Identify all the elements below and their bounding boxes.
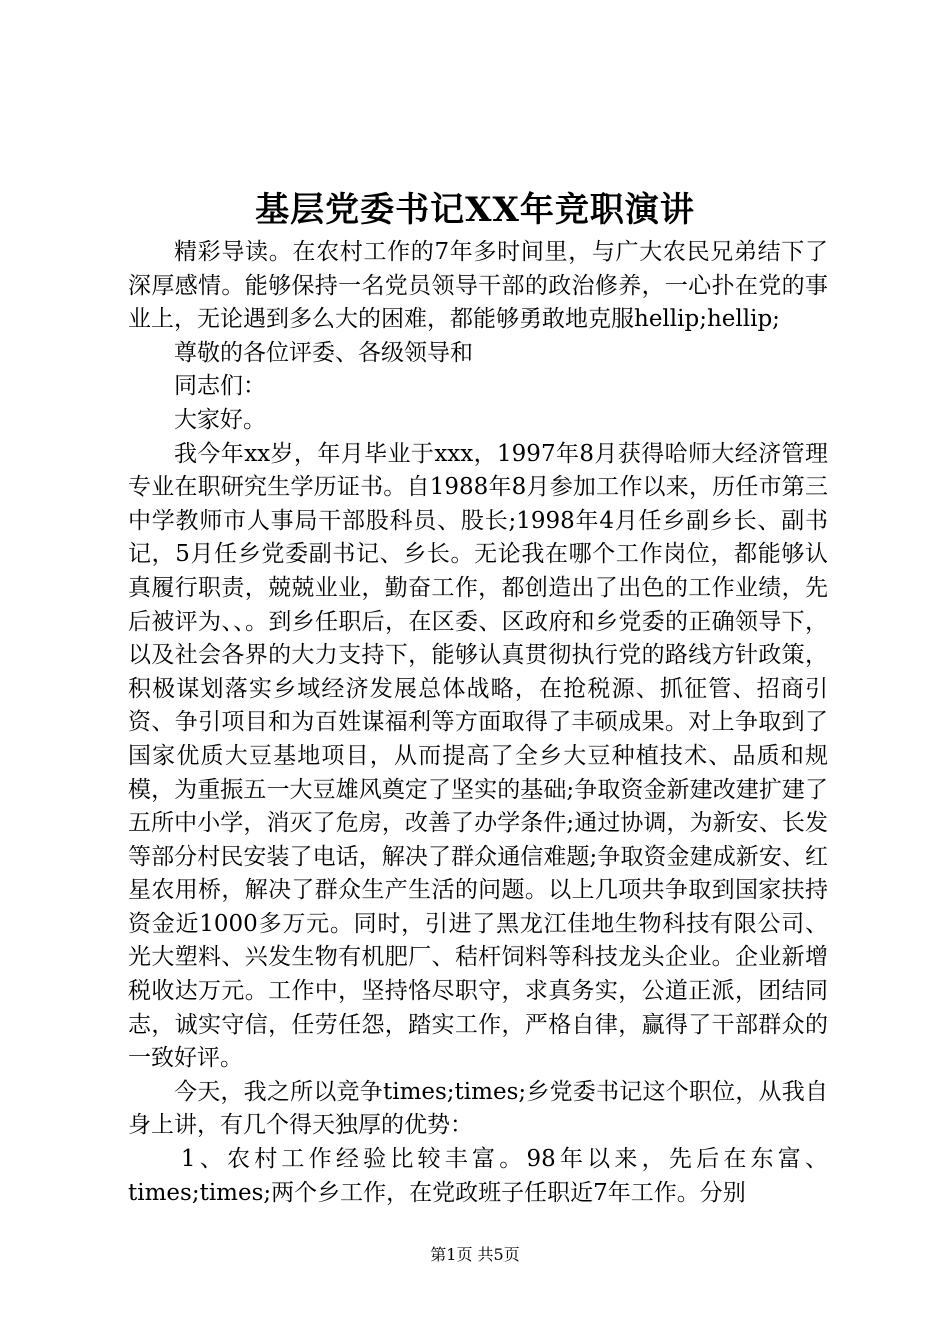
paragraph-salutation: 尊敬的各位评委、各级领导和 <box>174 339 473 366</box>
page-footer: 第1页 共5页 <box>430 1245 520 1264</box>
paragraph-intro: 精彩导读。在农村工作的7年多时间里，与广大农民兄弟结下了深厚感情。能够保持一名党员领导干部的政治修养，一心扑在党的事业上，无论遇到多么大的困难，都能够勇敢地克服hellip;hellip; <box>128 239 828 333</box>
paragraph-advantage-1: 1、农村工作经验比较丰富。98年以来，先后在东富、times;times;两个乡工作，在党政班子任职近7年工作。分别 <box>128 1146 828 1206</box>
paragraph-reason: 今天，我之所以竞争times;times;乡党委书记这个职位，从我自身上讲，有几个得天独厚的优势： <box>128 1078 828 1139</box>
document-title: 基层党委书记XX年竞职演讲 <box>255 190 695 230</box>
document-body <box>128 236 828 1210</box>
paragraph-greeting: 大家好。 <box>174 406 266 433</box>
paragraph-salutation-comrades: 同志们： <box>174 373 266 400</box>
paragraph-background: 我今年xx岁，年月毕业于xxx，1997年8月获得哈师大经济管理专业在职研究生学历证书。自1988年8月参加工作以来，历任市第三中学教师市人事局干部股科员、股长;1998年4月任乡副乡长、副书记，5月任乡党委副书记、乡长。无论我在哪个工作岗位，都能够认真履行职责，兢兢业业，勤奋工作，都创造出了出色的工作业绩，先后被评为、、。到乡任职后，在区委、区政府和乡党委的正确领导下，以及社会各界的大力支持下，能够认真贯彻执行党的路线方针政策，积极谋划落实乡域经济发展总体战略，在抢税源、抓征管、招商引资、争引项目和为百姓谋福利等方面取得了丰硕成果。对上争取到了国家优质大豆基地项目，从而提高了全乡大豆种植技术、品质和规模，为重振五一大豆雄风奠定了坚实的基础;争取资金新建改建扩建了五所中小学，消灭了危房，改善了办学条件;通过协调，为新安、长发等部分村民安装了电话，解决了群众通信难题;争取资金建成新安、红星农用桥，解决了群众生产生活的问题。以上几项共争取到国家扶持资金近1000多万元。同时，引进了黑龙江佳地生物科技有限公司、光大塑料、兴发生物有机肥厂、秸杆饲料等科技龙头企业。企业新增税收达万元。工作中，坚持恪尽职守，求真务实，公道正派，团结同志，诚实守信，任劳任怨，踏实工作，严格自律，赢得了干部群众的一致好评。 <box>128 440 828 1072</box>
